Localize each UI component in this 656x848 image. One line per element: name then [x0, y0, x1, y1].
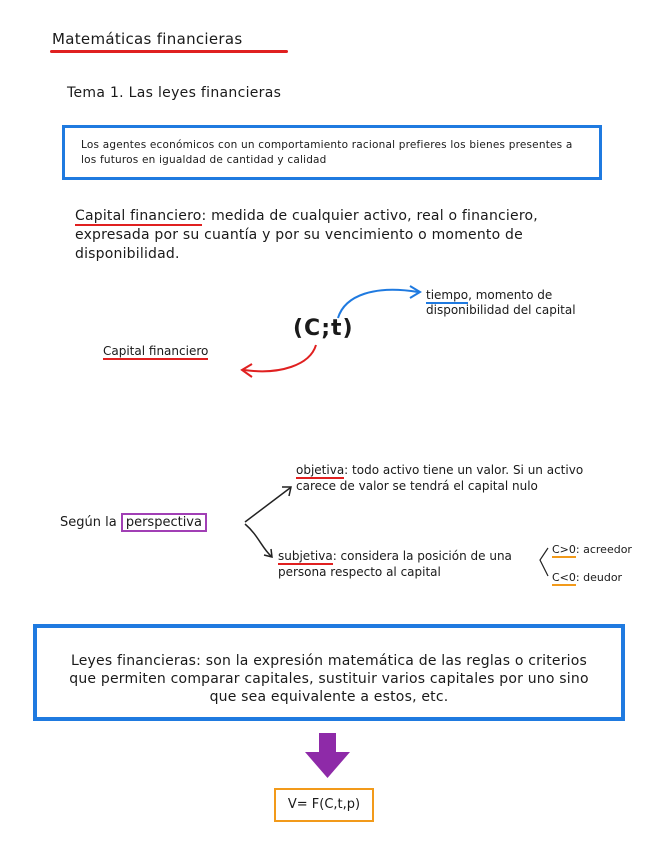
red-arrow-icon: [244, 345, 316, 371]
branch-down-arrow-icon: [245, 524, 271, 556]
subjective-term: subjetiva: [278, 549, 333, 563]
objective-text: : todo activo tiene un valor. Si un activo carece de valor se tendrá el capital nulo: [296, 463, 584, 493]
branch-up-arrow-icon: [245, 488, 290, 522]
sign-branch-icon: [540, 548, 548, 576]
down-arrow-icon: [305, 733, 350, 778]
topic-heading: Tema 1. Las leyes financieras: [67, 85, 282, 101]
creditor-text: : acreedor: [575, 543, 632, 556]
formula-text: V= F(C,t,p): [287, 797, 361, 812]
financial-laws-text: Leyes financieras: son la expresión matemática de las reglas o criterios que permiten comparar capitales, sustituir varios capitales por uno sino que sea equivalente a estos, etc.: [69, 653, 589, 705]
capital-definition-text: : medida de cualquier activo, real o financiero, expresada por su cuantía y por su vencimiento o momento de disponibilidad.: [75, 208, 538, 262]
perspective-prefix: Según la: [60, 515, 121, 530]
capital-notation: (C;t): [293, 316, 354, 341]
creditor-term: C>0: [552, 543, 576, 556]
capital-label-text: Capital financiero: [103, 344, 209, 358]
subjective-text: : considera la posición de una persona respecto al capital: [278, 549, 512, 579]
tiempo-term: tiempo: [426, 288, 469, 302]
tiempo-text: , momento de disponibilidad del capital: [426, 288, 576, 317]
debtor-term: C<0: [552, 571, 576, 584]
capital-term: Capital financiero: [75, 208, 202, 224]
rational-agents-text: Los agentes económicos con un comportamiento racional prefieres los bienes presentes a los futuros en igualdad de cantidad y calidad: [81, 139, 573, 166]
page-title: Matemáticas financieras: [52, 30, 243, 48]
blue-arrow-icon: [338, 290, 418, 318]
perspective-term: perspectiva: [121, 513, 207, 532]
debtor-text: : deudor: [575, 571, 623, 584]
objective-term: objetiva: [296, 463, 345, 477]
